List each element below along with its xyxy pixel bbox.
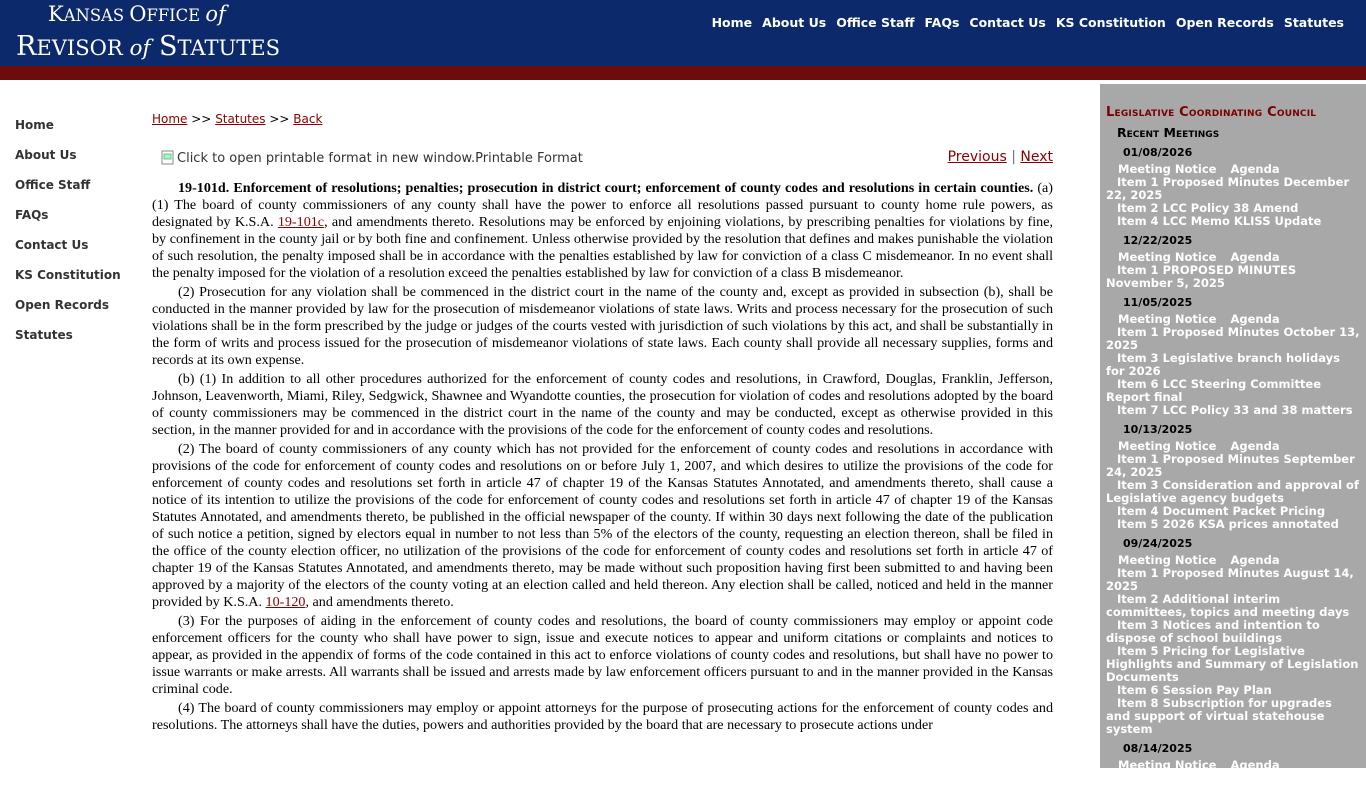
statute-link-10-120[interactable]: 10-120 [265,594,306,610]
meeting-item-link[interactable]: Item 5 Pricing for Legislative Highlights and Summary of Legislation Documents [1106,644,1359,684]
topnav-ks-constitution[interactable]: KS Constitution [1055,15,1166,30]
leftnav-statutes[interactable]: Statutes [15,328,73,342]
statute-text-run: , and amendments thereto. Resolutions may be enforced by enjoining violations, by prescribing penalties for violations by fine, by confinement in the county jail or by both fine and confinement. Unless otherwise provided by the resolution that defines and makes punishable the violation of such resolution, the penalty imposed shall be in accordance with the penalties established by law for conviction of a class C misdemeanor. In no event shall the penalty imposed for the violation of a resolution exceed the penalties established by law for conviction of a class B misdemeanor. [152,214,1053,281]
leftnav-office-staff[interactable]: Office Staff [15,178,91,192]
meeting-date: 01/08/2026 [1123,146,1193,159]
meeting-item-link[interactable]: Item 1 Proposed Minutes October 13, 2025 [1106,325,1360,352]
statute-paragraph [152,180,1053,282]
leftnav-contact-us[interactable]: Contact Us [15,238,89,252]
statute-text-run: (a) (1) The board of county commissioners of any county shall have the power to enforce all resolutions passed pursuant to county home rule powers, as designated by K.S.A. [152,180,1053,230]
meeting-agenda-link[interactable]: Agenda [1230,312,1280,326]
meeting-date: 10/13/2025 [1123,423,1193,436]
prev-next-links [948,149,1053,165]
meeting-item-link[interactable]: Item 8 Subscription for upgrades and support of virtual statehouse system [1106,696,1332,736]
meeting-item-link[interactable]: Item 1 Proposed Minutes September 24, 2025 [1106,452,1355,479]
meeting-item-link[interactable]: Item 6 Session Pay Plan [1117,683,1272,697]
previous-link[interactable]: Previous [947,149,1007,165]
leftnav-open-records[interactable]: Open Records [15,298,110,312]
breadcrumb-back[interactable]: Back [293,112,323,126]
meeting-item-link[interactable]: Item 2 LCC Policy 38 Amend [1117,201,1299,215]
meeting-agenda-link[interactable]: Agenda [1230,162,1280,176]
meeting-notice-link[interactable]: Meeting Notice [1118,758,1217,772]
site-header [0,0,1366,66]
meeting-item-link[interactable]: Item 4 LCC Memo KLISS Update [1117,214,1322,228]
meeting-item-link[interactable]: Item 1 PROPOSED MINUTES November 5, 2025 [1106,263,1297,290]
leftnav-home[interactable]: Home [15,118,54,132]
statute-paragraph: (2) Prosecution for any violation shall be commenced in the district court in the name of the county and, except as provided in subsection (b), shall be conducted in the manner provided by law for the prosecution of misdemeanor violations of state laws. Writs and process necessary for the prosecution of such violations shall be in the form prescribed by the judge or judges of the courts vested with jurisdiction of such violations by this act, and shall be substantially in the form of writs and process issued for the prosecution of misdemeanor violations of state laws. Each county shall provide all necessary supplies, forms and records at its own expense. [152,284,1053,368]
next-link[interactable]: Next [1020,149,1053,165]
meeting-agenda-link[interactable]: Agenda [1230,250,1280,264]
meeting-item-link[interactable]: Item 1 Proposed Minutes December 22, 2025 [1106,175,1350,202]
header-accent-bar [0,66,1366,80]
lcc-sidebar [1100,84,1366,785]
breadcrumb-statutes[interactable]: Statutes [215,112,266,126]
statute-link-19-101c[interactable]: 19-101c [277,214,325,230]
breadcrumb-separator: >> [187,112,216,126]
meeting-notice-link[interactable]: Meeting Notice [1118,312,1217,326]
meeting-agenda-link[interactable]: Agenda [1230,758,1280,772]
statute-text-run: (2) The board of county commissioners of any county which has not provided for the enforcement of county codes and resolutions in accordance with provisions of the code for enforcement of county codes and resolutions on or before July 1, 2007, and which desires to utilize the provisions of the code for enforcement of county codes and resolutions set forth in article 47 of chapter 19 of the Kansas Statutes Annotated, and amendments thereto, shall cause a notice of its intention to utilize the provisions of the code for enforcement of county codes and resolutions set forth in article 47 of chapter 19 of the Kansas Statutes Annotated, and amendments thereto, be published in the official newspaper of the county. If within 30 days next following the date of the publication of such notice a petition, signed by electors equal in number to not less than 5% of the electors of the county, requesting an election thereon, shall be filed in the office of the county election officer, no utilization of the provisions of the code for enforcement of county codes and resolutions set forth in article 47 of chapter 19 of the Kansas Statutes Annotated, and amendments thereto, may be made without such proposition having first been submitted to and having been approved by a majority of the electors of the county voting at an election called and held thereon. Any election shall be called, noticed and held in the manner provided by K.S.A. [152,441,1053,610]
topnav-statutes[interactable]: Statutes [1283,15,1344,30]
breadcrumb-home[interactable]: Home [152,112,188,126]
breadcrumb-separator: >> [265,112,294,126]
meeting-date: 11/05/2025 [1123,296,1193,309]
broken-image-icon [161,150,177,166]
meeting-item-link[interactable]: Item 3 Consideration and approval of Legislative agency budgets [1106,478,1359,505]
prev-next-separator: | [1006,149,1021,165]
statute-paragraph: (4) The board of county commissioners may employ or appoint attorneys for the purpose of prosecuting actions for the enforcement of county codes and resolutions. The attorneys shall have the duties, powers and authorities provided by the board that are necessary to prosecute actions under [152,700,1053,733]
meeting-date: 09/24/2025 [1123,537,1193,550]
lcc-title[interactable]: Legislative Coordinating Council [1106,105,1317,120]
meeting-agenda-link[interactable]: Agenda [1230,439,1280,453]
statute-paragraph [152,441,1053,611]
meeting-item-link[interactable]: Item 1 Proposed Minutes July 7 [1117,771,1320,785]
topnav-contact-us[interactable]: Contact Us [969,15,1046,30]
meeting-notice-link[interactable]: Meeting Notice [1118,439,1217,453]
meeting-item-link[interactable]: Item 2 Additional interim committees, topics and meeting days [1106,592,1350,619]
leftnav-faqs[interactable]: FAQs [15,208,49,222]
meetings-list [1106,146,1360,785]
logo-line-2: REVISOR of STATUTES [16,31,281,62]
meeting-notice-link[interactable]: Meeting Notice [1118,162,1217,176]
meeting-item-link[interactable]: Item 4 Document Packet Pricing [1117,504,1326,518]
statute-paragraph: (3) For the purposes of aiding in the enforcement of county codes and resolutions, the board of county commissioners may employ or appoint code enforcement officers for the county who shall have power to sign, issue and execute notices to appear and uniform citations or complaints and notices to appear, as provided in the appendix of forms of the code contained in this act to enforce violations of county codes and resolutions, but shall have no power to issue warrants or make arrests. All warrants shall be issued and arrests made by law enforcement officers pursuant to and in the manner provided in the Kansas criminal code. [152,613,1053,697]
meeting-block [1106,537,1360,736]
topnav-about-us[interactable]: About Us [762,15,827,30]
leftnav-ks-constitution[interactable]: KS Constitution [15,268,121,282]
topnav-open-records[interactable]: Open Records [1175,15,1274,30]
logo-line-1: KANSAS OFFICE of [48,2,226,26]
top-navigation [702,15,1344,30]
left-navigation [15,118,135,358]
statute-paragraph: (b) (1) In addition to all other procedures authorized for the enforcement of county codes and resolutions, in Crawford, Douglas, Franklin, Jefferson, Johnson, Leavenworth, Miami, Riley, Sedgwick, Shawnee and Wyandotte counties, the prosecution for violation of codes and resolutions adopted by the board of county commissioners may be commenced in the district court in the name of the county and may be conducted, except as otherwise provided in this section, in the manner provided for and in accordance with the provisions of the code for the enforcement of county codes and resolutions. [152,371,1053,438]
meeting-notice-link[interactable]: Meeting Notice [1118,250,1217,264]
meeting-item-link[interactable]: Item 5 2026 KSA prices annotated [1117,517,1339,531]
meeting-item-link[interactable]: Item 1 Proposed Minutes August 14, 2025 [1106,566,1354,593]
statute-heading: 19-101d. Enforcement of resolutions; penalties; prosecution in district court; enforcement of county codes and resolutions in certain counties. [178,180,1034,196]
meeting-item-link[interactable]: Item 3 Legislative branch holidays for 2026 [1106,351,1340,378]
meeting-block [1106,296,1360,417]
topnav-home[interactable]: Home [711,15,753,30]
printable-format-link[interactable] [161,150,583,166]
meeting-date: 12/22/2025 [1123,234,1193,247]
meeting-notice-link[interactable]: Meeting Notice [1118,553,1217,567]
statute-text-run: , and amendments thereto. [305,594,454,610]
topnav-office-staff[interactable]: Office Staff [836,15,915,30]
print-row [152,147,1053,169]
meeting-item-link[interactable]: Item 7 LCC Policy 33 and 38 matters [1117,403,1353,417]
meeting-block [1106,146,1360,228]
meeting-date: 08/14/2025 [1123,742,1193,755]
printable-format-text: Click to open printable format in new window.Printable Format [177,150,583,166]
topnav-faqs[interactable]: FAQs [924,15,960,30]
meeting-item-link[interactable]: Item 3 Notices and intention to dispose of school buildings [1106,618,1320,645]
meeting-block [1106,742,1360,785]
statute-text [152,180,1053,734]
breadcrumb [152,112,1053,126]
meeting-agenda-link[interactable]: Agenda [1230,553,1280,567]
recent-meetings-heading: Recent Meetings [1117,125,1220,140]
meeting-item-link[interactable]: Item 6 LCC Steering Committee Report final [1106,377,1322,404]
meeting-block [1106,423,1360,531]
leftnav-about-us[interactable]: About Us [15,148,77,162]
meeting-block [1106,234,1360,290]
main-content [152,112,1053,736]
